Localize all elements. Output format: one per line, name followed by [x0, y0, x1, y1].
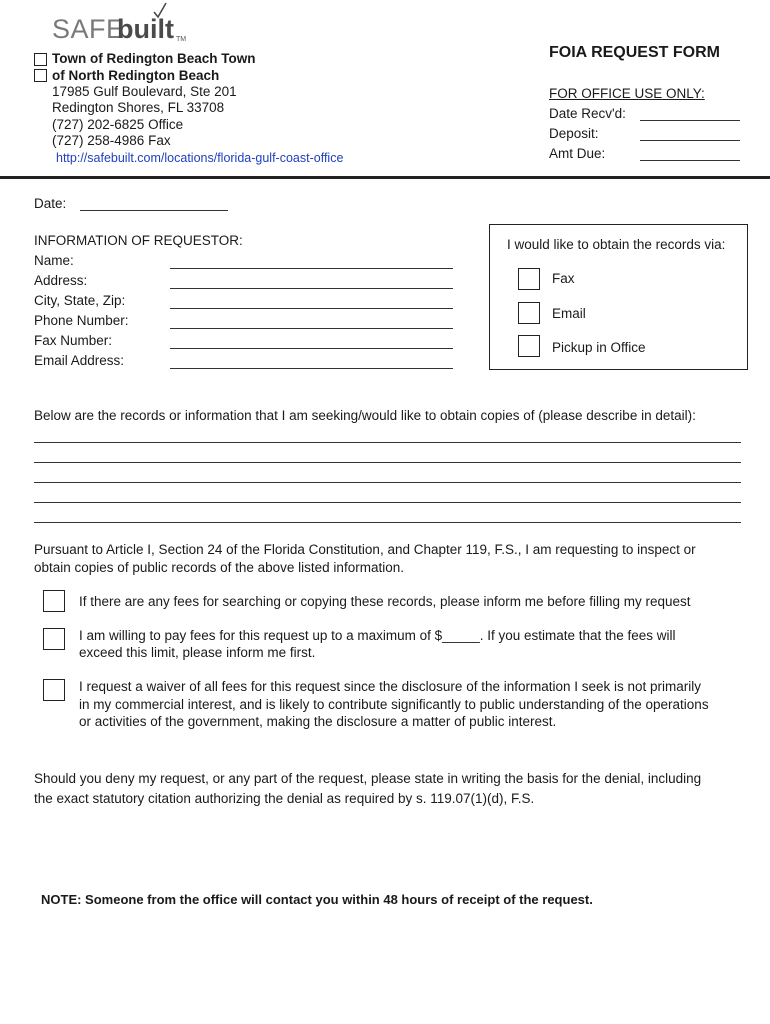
phone-number-field[interactable]	[170, 328, 453, 329]
fax-option-label: Fax	[552, 271, 575, 286]
fee-inform-checkbox[interactable]	[43, 590, 65, 612]
logo-built-text: built	[117, 14, 174, 44]
description-line-4[interactable]	[34, 502, 741, 503]
logo-tm: TM	[176, 36, 187, 43]
address-label: Address:	[34, 273, 88, 288]
pickup-option-checkbox[interactable]	[518, 335, 540, 357]
records-description-label: Below are the records or information that I am seeking/would like to obtain copies of (please describe in detail):	[34, 408, 696, 423]
email-address-field[interactable]	[170, 368, 453, 369]
requestor-heading: INFORMATION OF REQUESTOR:	[34, 233, 243, 248]
date-recvd-label: Date Recv'd:	[549, 106, 626, 121]
date-recvd-field[interactable]	[640, 120, 740, 121]
fee-waiver-checkbox[interactable]	[43, 679, 65, 701]
town-line-2: of North Redington Beach	[52, 68, 220, 83]
denial-line-2: the exact statutory citation authorizing the denial as required by s. 119.07(1)(d), F.S.	[34, 791, 535, 806]
form-title: FOIA REQUEST FORM	[549, 44, 720, 61]
name-field[interactable]	[170, 268, 453, 269]
email-option-checkbox[interactable]	[518, 302, 540, 324]
city-state-zip-label: City, State, Zip:	[34, 293, 126, 308]
deposit-field[interactable]	[640, 140, 740, 141]
records-via-heading: I would like to obtain the records via:	[507, 237, 726, 252]
address-field[interactable]	[170, 288, 453, 289]
fax-phone: (727) 258-4986 Fax	[52, 133, 171, 148]
fee-max-text-2: exceed this limit, please inform me first.	[79, 645, 316, 660]
pursuant-line-1: Pursuant to Article I, Section 24 of the Florida Constitution, and Chapter 119, F.S., I am requesting to inspect or	[34, 542, 696, 557]
description-line-2[interactable]	[34, 462, 741, 463]
pursuant-line-2: obtain copies of public records of the above listed information.	[34, 560, 404, 575]
office-phone: (727) 202-6825 Office	[52, 117, 184, 132]
header-divider	[0, 176, 770, 179]
town-line-1: Town of Redington Beach Town	[52, 51, 256, 66]
fee-inform-text: If there are any fees for searching or copying these records, please inform me before filling my request	[79, 594, 691, 609]
phone-number-label: Phone Number:	[34, 313, 129, 328]
date-label: Date:	[34, 196, 67, 211]
contact-note: NOTE: Someone from the office will contact you within 48 hours of receipt of the request.	[41, 892, 593, 907]
description-line-5[interactable]	[34, 522, 741, 523]
fee-waiver-text-3: or activities of the government, making the disclosure a matter of public interest.	[79, 714, 557, 729]
description-line-3[interactable]	[34, 482, 741, 483]
fax-number-label: Fax Number:	[34, 333, 113, 348]
fee-max-checkbox[interactable]	[43, 628, 65, 650]
fee-waiver-text-1: I request a waiver of all fees for this request since the disclosure of the information I seek is not primarily	[79, 679, 702, 694]
description-line-1[interactable]	[34, 442, 741, 443]
fax-option-checkbox[interactable]	[518, 268, 540, 290]
logo-safe-text: SAFE	[52, 14, 125, 44]
office-url-link[interactable]: http://safebuilt.com/locations/florida-gulf-coast-office	[56, 151, 344, 165]
city-address: Redington Shores, FL 33708	[52, 100, 225, 115]
city-state-zip-field[interactable]	[170, 308, 453, 309]
email-address-label: Email Address:	[34, 353, 125, 368]
fee-max-text-1: I am willing to pay fees for this request up to a maximum of $_____. If you estimate that the fees will	[79, 628, 676, 643]
amt-due-label: Amt Due:	[549, 146, 606, 161]
email-option-label: Email	[552, 306, 586, 321]
date-field[interactable]	[80, 210, 228, 211]
office-use-heading: FOR OFFICE USE ONLY:	[549, 86, 705, 101]
town-north-redington-checkbox[interactable]	[34, 69, 47, 82]
name-label: Name:	[34, 253, 74, 268]
logo-check-icon	[152, 2, 168, 20]
deposit-label: Deposit:	[549, 126, 599, 141]
street-address: 17985 Gulf Boulevard, Ste 201	[52, 84, 237, 99]
town-redington-beach-checkbox[interactable]	[34, 53, 47, 66]
denial-line-1: Should you deny my request, or any part of the request, please state in writing the basis for the denial, including	[34, 771, 702, 786]
fax-number-field[interactable]	[170, 348, 453, 349]
pickup-option-label: Pickup in Office	[552, 340, 646, 355]
fee-waiver-text-2: in my commercial interest, and is likely to contribute significantly to public understanding of the operations	[79, 697, 709, 712]
amt-due-field[interactable]	[640, 160, 740, 161]
